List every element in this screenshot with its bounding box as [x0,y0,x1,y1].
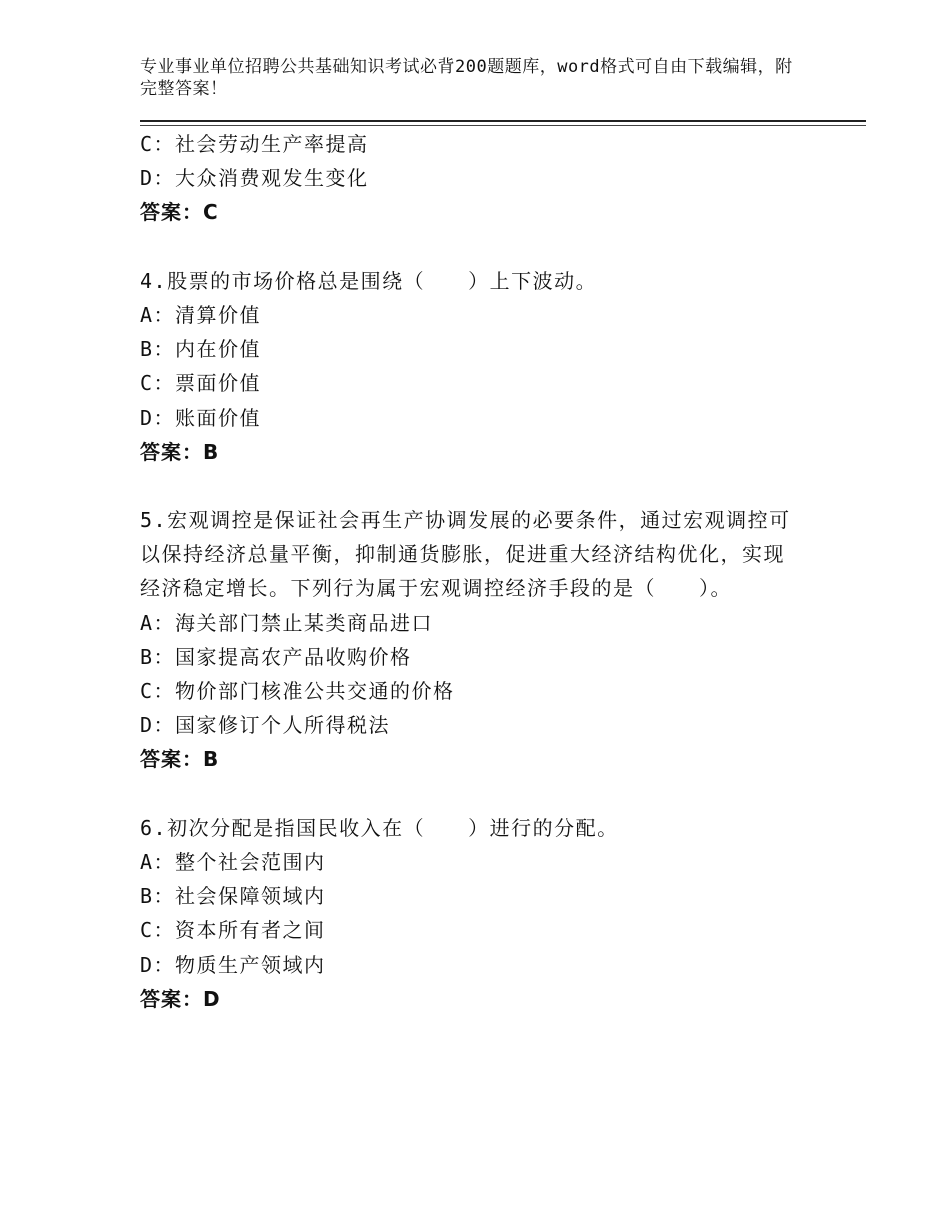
option-a: A：整个社会范围内 [140,849,326,874]
document-header: 专业事业单位招聘公共基础知识考试必背200题题库，word格式可自由下载编辑，附完整答案！ [140,57,793,99]
option-c: C：社会劳动生产率提高 [140,132,369,156]
question-stem-line-2: 以保持经济总量平衡，抑制通货膨胀，促进重大经济结构优化，实现 [140,542,785,567]
answer: 答案：B [140,439,220,464]
option-c: C：物价部门核准公共交通的价格 [140,679,455,703]
option-b: B：国家提高农产品收购价格 [140,644,412,669]
question-6 [140,811,800,1016]
option-b: B：内在价值 [140,337,262,362]
option-d: D：大众消费观发生变化 [140,166,369,191]
option-a: A：海关部门禁止某类商品进口 [140,610,434,635]
option-d: D：物质生产领域内 [140,952,326,977]
answer: 答案：B [140,747,220,772]
question-4 [140,264,800,469]
question-stem-line-3: 经济稳定增长。下列行为属于宏观调控经济手段的是（ ）。 [140,576,732,601]
header-rule-thick [140,120,866,122]
header-rule-thin [140,125,866,126]
option-d: D：账面价值 [140,405,262,430]
question-stem: 6.初次分配是指国民收入在（ ）进行的分配。 [140,815,619,840]
question-3-tail [140,127,800,230]
option-c: C：资本所有者之间 [140,918,326,943]
option-b: B：社会保障领域内 [140,884,326,909]
option-d: D：国家修订个人所得税法 [140,713,391,738]
option-a: A：清算价值 [140,302,262,327]
option-c: C：票面价值 [140,371,262,396]
question-stem-line-1: 5.宏观调控是保证社会再生产协调发展的必要条件，通过宏观调控可 [140,508,791,533]
question-stem: 4.股票的市场价格总是围绕（ ）上下波动。 [140,268,598,293]
answer: 答案：C [140,200,219,225]
question-list [140,127,800,1016]
question-5 [140,503,800,777]
answer: 答案：D [140,986,221,1011]
